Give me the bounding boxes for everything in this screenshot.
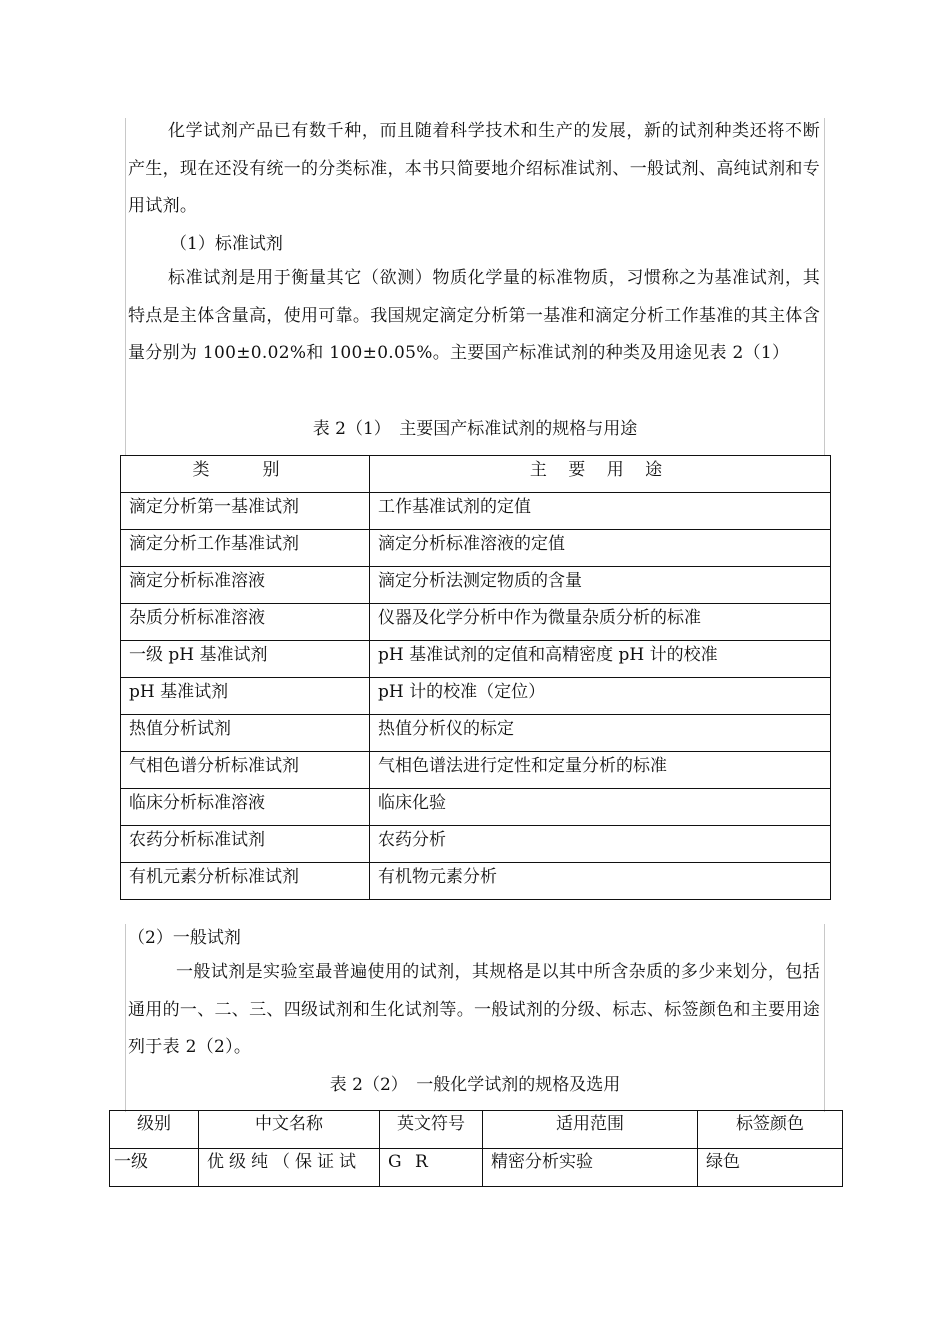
table-row [121,789,831,826]
category-cell: 一级 pH 基准试剂 [121,641,370,678]
table-header-row [110,1111,843,1149]
category-cell: 农药分析标准试剂 [121,826,370,863]
category-cell: 热值分析试剂 [121,715,370,752]
usage-cell: 滴定分析法测定物质的含量 [370,567,831,604]
table-row [121,715,831,752]
section2-paragraph: 一般试剂是实验室最普遍使用的试剂，其规格是以其中所含杂质的多少来划分，包括通用的一、二、三、四级试剂和生化试剂等。一般试剂的分级、标志、标签颜色和主要用途列于表 2（2）。 [128,962,820,1057]
category-cell: 滴定分析标准溶液 [121,567,370,604]
table-row [121,678,831,715]
category-cell: 有机元素分析标准试剂 [121,863,370,900]
column-header-label-color: 标签颜色 [698,1111,843,1149]
usage-cell: 热值分析仪的标定 [370,715,831,752]
table-row [121,826,831,863]
intro-paragraph: 化学试剂产品已有数千种，而且随着科学技术和生产的发展，新的试剂种类还将不断产生，现在还没有统一的分类标准，本书只简要地介绍标准试剂、一般试剂、高纯试剂和专用试剂。 [128,121,820,216]
table-row [121,493,831,530]
usage-cell: 气相色谱法进行定性和定量分析的标准 [370,752,831,789]
table-header-row [121,456,831,493]
usage-cell: 有机物元素分析 [370,863,831,900]
usage-cell: 滴定分析标准溶液的定值 [370,530,831,567]
usage-cell: pH 计的校准（定位） [370,678,831,715]
column-header-chinese-name: 中文名称 [199,1111,380,1149]
column-header-category: 类 别 [121,456,370,493]
section1-paragraph: 标准试剂是用于衡量其它（欲测）物质化学量的标准物质，习惯称之为基准试剂，其特点是主体含量高，使用可靠。我国规定滴定分析第一基准和滴定分析工作基准的其主体含量分别为 100±0.02%和 100±0.05%。主要国产标准试剂的种类及用途见表 2（1） [128,268,820,363]
category-cell: 临床分析标准溶液 [121,789,370,826]
usage-cell: pH 基准试剂的定值和高精密度 pH 计的校准 [370,641,831,678]
table-row [121,530,831,567]
table-row [121,641,831,678]
english-symbol-cell: G R [380,1149,483,1187]
table-row [121,752,831,789]
category-cell: 滴定分析第一基准试剂 [121,493,370,530]
chinese-name-cell: 优级纯（保证试 [199,1149,380,1187]
column-header-usage: 主 要 用 途 [370,456,831,493]
category-cell: pH 基准试剂 [121,678,370,715]
label-color-cell: 绿色 [698,1149,843,1187]
table2-caption: 表 2（2） 一般化学试剂的规格及选用 [329,1075,621,1095]
usage-cell: 临床化验 [370,789,831,826]
column-header-english-symbol: 英文符号 [380,1111,483,1149]
column-header-grade: 级别 [110,1111,199,1149]
standard-reagents-table [120,455,831,900]
grade-cell: 一级 [110,1149,199,1187]
usage-cell: 仪器及化学分析中作为微量杂质分析的标准 [370,604,831,641]
table-row [121,567,831,604]
general-reagents-table [109,1110,843,1187]
category-cell: 气相色谱分析标准试剂 [121,752,370,789]
category-cell: 滴定分析工作基准试剂 [121,530,370,567]
table-row [121,604,831,641]
scope-cell: 精密分析实验 [483,1149,698,1187]
frame-right-upper [824,118,825,456]
category-cell: 杂质分析标准溶液 [121,604,370,641]
section1-heading: （1）标准试剂 [170,234,283,254]
usage-cell: 工作基准试剂的定值 [370,493,831,530]
table-row [121,863,831,900]
table-row [110,1149,843,1187]
table1-caption: 表 2（1） 主要国产标准试剂的规格与用途 [312,419,638,439]
section2-heading: （2）一般试剂 [128,928,241,948]
column-header-scope: 适用范围 [483,1111,698,1149]
usage-cell: 农药分析 [370,826,831,863]
frame-left-upper [125,118,126,456]
